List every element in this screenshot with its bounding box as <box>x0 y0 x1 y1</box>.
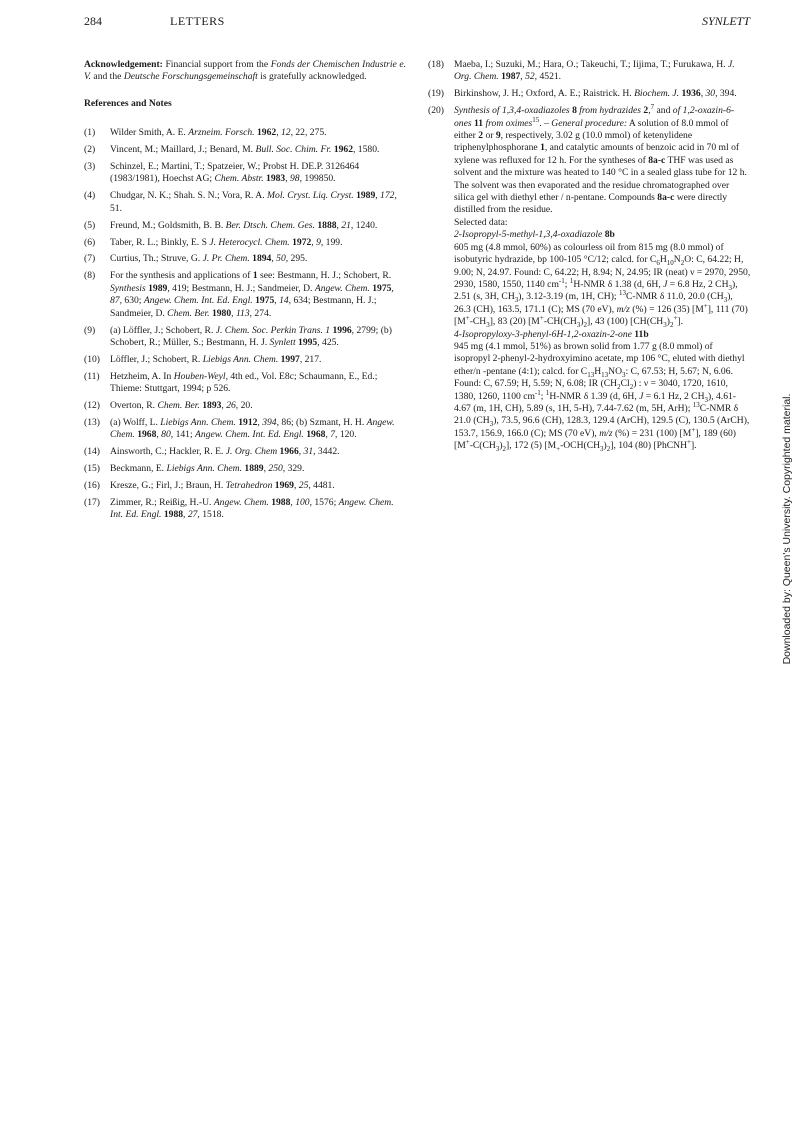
reference-note-paragraph: Selected data: <box>454 216 508 228</box>
reference-item <box>84 270 406 320</box>
reference-item <box>428 88 751 100</box>
reference-text: Kresze, G.; Firl, J.; Braun, H. Tetrahedron 1969, 25, 4481. <box>110 480 335 492</box>
reference-note-20-body <box>454 105 751 452</box>
reference-item <box>84 463 406 475</box>
reference-note-paragraph: Synthesis of 1,3,4-oxadiazoles 8 from hydrazides 2,$^7$ and of 1,2-oxazin-6-ones 11 from oximes$^{15}$. – General procedure: A solution of 8.0 mmol of either 2 or 9, respectively, 3.02 g (10.0 mmol) of ketenylidene triphenylphosphorane 1, and catalytic amounts of benzoic acid in 70 ml of xylene was refluxed for 12 h. For the syntheses of 8a-c THF was used as solvent and the mixture was heated to 140 °C in a sealed glass tube for 12 h. The solvent was then evaporated and the residue chromatographed over silica gel with diethyl ether / n-pentane. Compounds 8a-c were directly distilled from the residue. <box>454 103 747 216</box>
reference-text: For the synthesis and applications of 1 see: Bestmann, H. J.; Schobert, R. Synthesis 1989, 419; Bestmann, H. J.; Sandmeier, D. Angew. Chem. 1975, 87, 630; Angew. Chem. Int. Ed. Engl. 1975, 14, 634; Bestmann, H. J.; Sandmeier, D. Chem. Ber. 1980, 113, 274. <box>110 270 394 319</box>
reference-number: (11) <box>84 370 100 382</box>
reference-item-20 <box>428 105 751 452</box>
reference-text: Schinzel, E.; Martini, T.; Spatzeier, W.; Probst H. DE.P. 3126464 (1983/1981), Hoechst AG; Chem. Abstr. 1983, 98, 199850. <box>110 161 360 185</box>
reference-text: Maeba, I.; Suzuki, M.; Hara, O.; Takeuchi, T.; Iijima, T.; Furukawa, H. J. Org. Chem. 1987, 52, 4521. <box>454 59 735 83</box>
reference-item <box>84 144 406 156</box>
reference-text: Löffler, J.; Schobert, R. Liebigs Ann. Chem. 1997, 217. <box>110 353 322 365</box>
references-list-right <box>428 59 751 101</box>
reference-text: Ainsworth, C.; Hackler, R. E. J. Org. Chem 1966, 31, 3442. <box>110 446 340 458</box>
right-column <box>428 59 751 457</box>
reference-number: (8) <box>84 270 96 282</box>
reference-note-paragraph: 605 mg (4.8 mmol, 60%) as colourless oil from 815 mg (8.0 mmol) of isobutyric hydrazide, bp 100-105 °C/12; calcd. for $C_6H_{10}N_2O$: C, 64.22; H, 9.00; N, 24.97. Found: C, 64.22; H, 8.94; N, 24.95; IR (neat) ν = 2970, 2950, 2930, 1580, 1550, 1140 $cm^{-1}$; $^1$H-NMR δ 1.38 (d, 6H, J = 6.8 Hz, 2 $CH_3$), 2.51 (s, 3H, $CH_3$), 3.12-3.19 (m, 1H, CH); $^{13}$C-NMR δ 11.0, 20.0 $(CH_3)$, 26.3 (CH), 163.5, 171.1 (C); MS (70 eV), m/z (%) = 126 (35) [M+], 111 (70) $[M^+-CH_3]$, 83 (20) $[M^+-CH(CH_3)_2]$, 43 (100) $[CH(CH_3)_2^+]$. <box>454 241 751 330</box>
references-list-left <box>84 127 406 522</box>
page-header <box>84 13 750 31</box>
reference-item <box>84 253 406 265</box>
reference-text: Zimmer, R.; Reißig, H.-U. Angew. Chem. 1988, 100, 1576; Angew. Chem. Int. Ed. Engl. 1988, 27, 1518. <box>110 496 394 521</box>
download-watermark <box>779 356 793 701</box>
download-watermark-text: Downloaded by: Queen's University. Copyrighted material. <box>780 393 793 664</box>
reference-text: Vincent, M.; Maillard, J.; Benard, M. Bull. Soc. Chim. Fr. 1962, 1580. <box>110 144 380 156</box>
reference-item <box>84 127 406 139</box>
reference-number: (15) <box>84 463 100 475</box>
acknowledgement <box>84 59 406 84</box>
reference-text: Freund, M.; Goldsmith, B. B. Ber. Dtsch. Chem. Ges. 1888, 21, 1240. <box>110 219 378 231</box>
reference-number: (16) <box>84 480 100 492</box>
reference-text: (a) Löffler, J.; Schobert, R. J. Chem. Soc. Perkin Trans. 1 1996, 2799; (b) Schobert, R.; Müller, S.; Bestmann, H. J. Synlett 1995, 425. <box>110 324 392 348</box>
reference-number: (4) <box>84 190 96 202</box>
reference-item <box>84 190 406 215</box>
reference-item <box>84 446 406 458</box>
reference-number: (3) <box>84 161 96 173</box>
reference-text: Beckmann, E. Liebigs Ann. Chem. 1889, 250, 329. <box>110 463 305 475</box>
reference-text: Taber, R. L.; Binkly, E. S J. Heterocycl. Chem. 1972, 9, 199. <box>110 236 343 248</box>
acknowledgement-text: and the <box>91 71 124 83</box>
reference-number: (7) <box>84 253 96 265</box>
running-head: LETTERS <box>170 14 225 28</box>
reference-number: (6) <box>84 236 96 248</box>
reference-text: Hetzheim, A. In Houben-Weyl, 4th ed., Vol. E8c; Schaumann, E., Ed.; Thieme: Stuttgart, 1994; p 526. <box>110 370 378 395</box>
reference-item <box>84 480 406 492</box>
reference-item <box>84 417 406 442</box>
reference-item <box>84 400 406 412</box>
reference-text: Curtius, Th.; Struve, G. J. Pr. Chem. 1894, 50, 295. <box>110 253 308 265</box>
reference-note-paragraph: 2-Isopropyl-5-methyl-1,3,4-oxadiazole 8b <box>454 229 615 241</box>
reference-number: (5) <box>84 219 96 231</box>
reference-text: Overton, R. Chem. Ber. 1893, 26, 20. <box>110 400 253 412</box>
reference-text: Birkinshow, J. H.; Oxford, A. E.; Raistrick. H. Biochem. J. 1936, 30, 394. <box>454 88 737 100</box>
reference-item <box>84 237 406 249</box>
reference-number: (10) <box>84 353 100 365</box>
reference-text: Chudgar, N. K.; Shah. S. N.; Vora, R. A. Mol. Cryst. Liq. Cryst. 1989, 172, 51. <box>110 190 397 214</box>
acknowledgement-text: is gratefully acknowledged. <box>257 71 367 83</box>
acknowledgement-text: Financial support from the <box>162 59 271 70</box>
reference-number: (14) <box>84 446 100 458</box>
reference-number: (2) <box>84 144 96 156</box>
reference-item <box>84 161 406 186</box>
reference-item <box>428 59 751 84</box>
reference-number: (17) <box>84 496 100 508</box>
acknowledgement-funder: Deutsche Forschungsgemeinschaft <box>123 71 258 83</box>
references-heading: References and Notes <box>84 97 172 109</box>
reference-number: (18) <box>428 59 444 70</box>
reference-item <box>84 325 406 350</box>
reference-number: (1) <box>84 127 96 139</box>
journal-name: SYNLETT <box>701 14 750 28</box>
reference-number: (19) <box>428 88 444 100</box>
reference-number: (12) <box>84 400 100 412</box>
reference-note-paragraph: 4-Isopropyloxy-3-phenyl-6H-1,2-oxazin-2-one 11b <box>454 328 649 340</box>
left-column <box>84 59 406 526</box>
reference-note-paragraph: 945 mg (4.1 mmol, 51%) as brown solid from 1.77 g (8.0 mmol) of isopropyl 2-phenyl-2-hydroxyimino acetate, mp 106 °C, eluted with diethyl ether/n -pentane (4:1); calcd. for $C_{13}H_{13}NO_3$: C, 67.53; H, 5.67; N, 6.06. Found: C, 67.59; H, 5.59; N, 6.08; IR $(CH_2Cl_2)$ : ν = 3040, 1720, 1610, 1380, 1260, 1100 $cm^{-1}$; $^1$H-NMR δ 1.39 (d, 6H, J = 6.1 Hz, 2 $CH_3$), 4.61-4.67 (m, 1H, CH), 5.89 (s, 1H, 5-H), 7.44-7.62 (m, 5H, ArH); $^{13}$C-NMR δ 21.0 $(CH_3)$, 73.5, 96.6 (CH), 128.3, 129.4 (ArCH), 129.5 (C), 130.5 (ArCH), 153.7, 156.9, 166.0 (C); MS (70 eV), m/z (%) = 231 (100) [M+], 189 (60) $[M^+-C(CH_3)_2]$, 172 (5) $[M_+-OCH(CH_3)_2]$, 104 (80) [PhCNH+]. <box>454 340 750 454</box>
reference-text: (a) Wolff, L. Liebigs Ann. Chem. 1912, 394, 86; (b) Szmant, H. H. Angew. Chem. 1968, 80, 141; Angew. Chem. Int. Ed. Engl. 1968, 7, 120. <box>110 416 395 441</box>
reference-text: Wilder Smith, A. E. Arzneim. Forsch. 1962, 12, 22, 275. <box>110 127 327 139</box>
acknowledgement-label: Acknowledgement: <box>84 59 163 70</box>
reference-number: (13) <box>84 416 100 428</box>
reference-item <box>84 354 406 366</box>
page-number: 284 <box>84 14 102 28</box>
acknowledgement-funder: Fonds der Chemischen Industrie e. V. <box>84 59 407 83</box>
reference-number: (20) <box>428 105 444 117</box>
reference-item <box>84 371 406 396</box>
reference-item <box>84 220 406 232</box>
reference-number: (9) <box>84 324 96 336</box>
reference-item <box>84 497 406 522</box>
